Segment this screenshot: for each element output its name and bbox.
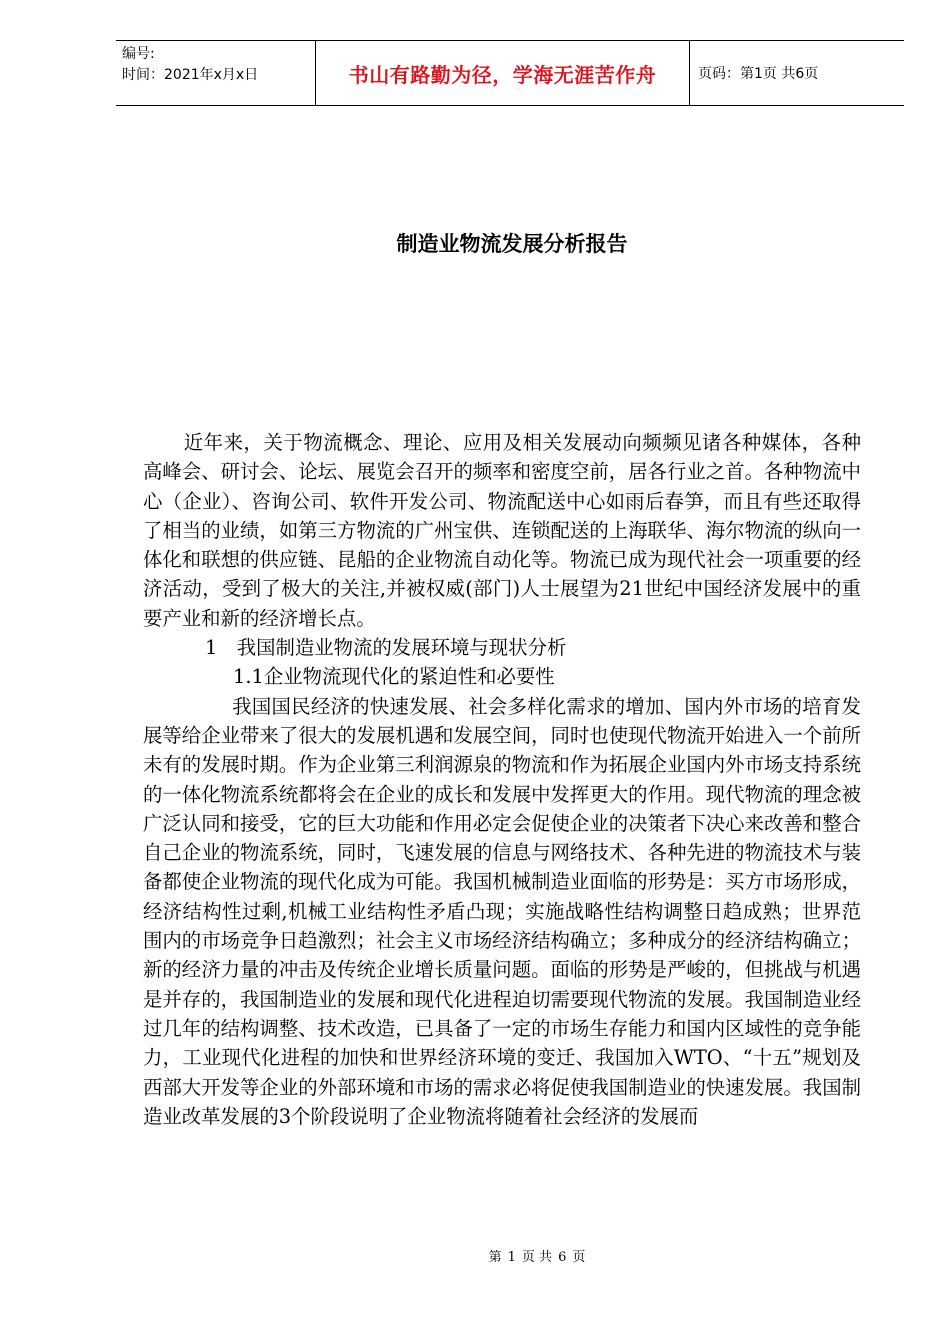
section-heading-1: 1 我国制造业物流的发展环境与现状分析 [205,636,567,660]
header-page-info: 页码：第1页 共6页 [698,66,819,82]
document-body [143,428,861,1131]
footer-prefix: 第 [488,1250,502,1265]
number-label: 编号: [122,46,155,62]
footer-page-number: 1 [507,1250,516,1265]
footer-middle: 页 共 [521,1250,553,1265]
paragraph-2: 我国国民经济的快速发展、社会多样化需求的增加、国内外市场的培育发展等给企业带来了很大的发展机遇和发展空间，同时也使现代物流开始进入一个前所未有的发展时期。作为企业第三利润源泉的物流和作为拓展企业国内外市场支持系统的一体化物流系统都将会在企业的成长和发展中发挥更大的作用。现代物流的理念被广泛认同和接受，它的巨大功能和作用必定会促使企业的决策者下决心来改善和整合自己企业的物流系统，同时，飞速发展的信息与网络技术、各种先进的物流技术与装备都使企业物流的现代化成为可能。我国机械制造业面临的形势是：买方市场形成，经济结构性过剩,机械工业结构性矛盾凸现；实施战略性结构调整日趋成熟；世界范围内的市场竞争日趋激烈；社会主义市场经济结构确立；多种成分的经济结构确立；新的经济力量的冲击及传统企业增长质量问题。面临的形势是严峻的，但挑战与机遇是并存的，我国制造业的发展和现代化进程迫切需要现代物流的发展。我国制造业经过几年的结构调整、技术改造，已具备了一定的市场生存能力和国内区域性的竞争能力，工业现代化进程的加快和世界经济环境的变迁、我国加入WTO、“十五”规划及西部大开发等企业的外部环境和市场的需求必将促使我国制造业的快速发展。我国制造业改革发展的3个阶段说明了企业物流将随着社会经济的发展而 [143,694,861,1128]
page-header [116,40,904,106]
footer-suffix: 页 [572,1250,586,1265]
section-heading-1-1: 1.1企业物流现代化的紧迫性和必要性 [233,665,555,689]
footer-total-pages: 6 [558,1250,567,1265]
header-motto: 书山有路勤为径，学海无涯苦作舟 [316,41,690,105]
time-label: 时间：2021年x月x日 [122,67,259,83]
paragraph-intro: 近年来，关于物流概念、理论、应用及相关发展动向频频见诸各种媒体，各种高峰会、研讨会、论坛、展览会召开的频率和密度空前，居各行业之首。各种物流中心（企业）、咨询公司、软件开发公司、物流配送中心如雨后春笋，而且有些还取得了相当的业绩，如第三方物流的广州宝供、连锁配送的上海联华、海尔物流的纵向一体化和联想的供应链、昆船的企业物流自动化等。物流已成为现代社会一项重要的经济活动，受到了极大的关注,并被权威(部门)人士展望为21世纪中国经济发展中的重要产业和新的经济增长点。 [143,431,861,630]
page-footer [62,1246,950,1265]
header-meta [116,41,316,105]
document-title: 制造业物流发展分析报告 [396,232,628,256]
